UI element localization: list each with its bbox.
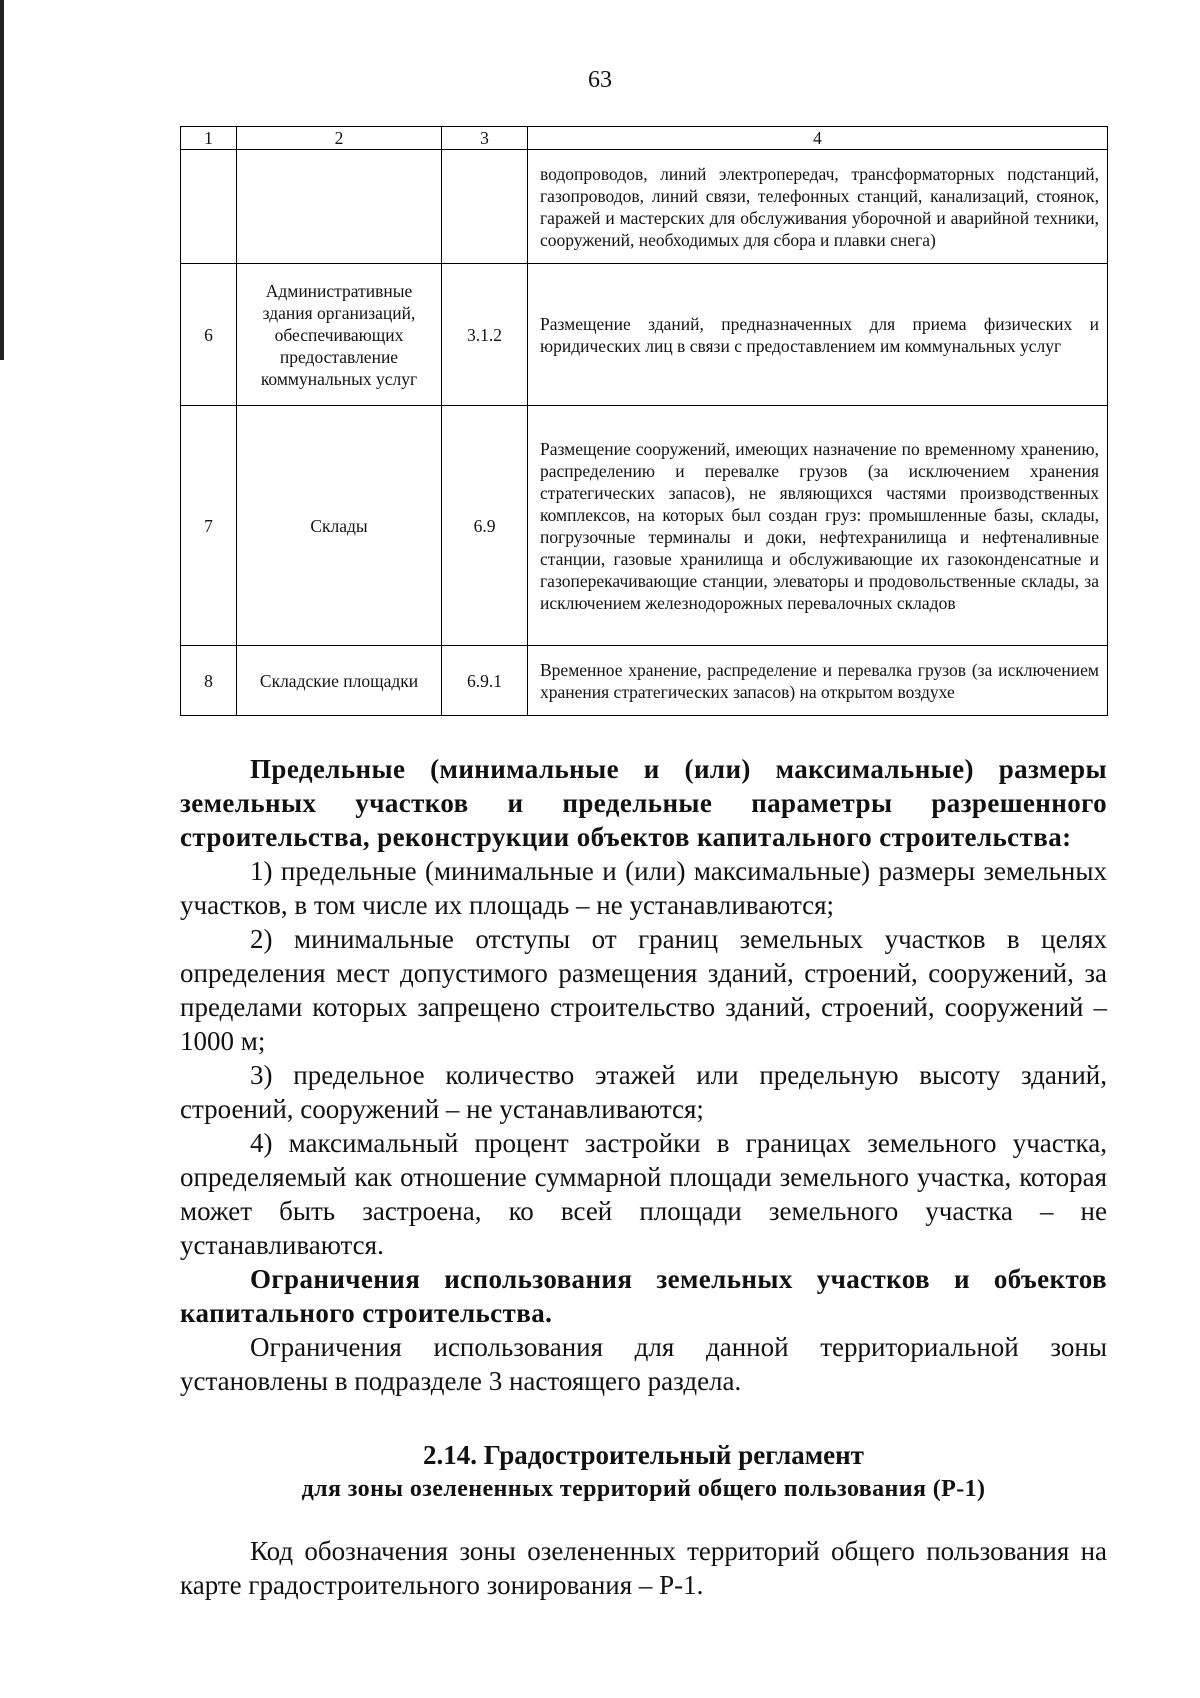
row-number: 8 <box>181 646 237 716</box>
use-code: 6.9.1 <box>442 646 528 716</box>
row-number: 7 <box>181 406 237 646</box>
use-code: 3.1.2 <box>442 264 528 406</box>
restrictions-heading: Ограничения использования земельных участков и объектов капитального строительства. <box>180 1264 1107 1328</box>
params-item: 1) предельные (минимальные и (или) максимальные) размеры земельных участков, в том числе их площадь – не устанавливаются; <box>180 856 1107 920</box>
params-item: 2) минимальные отступы от границ земельных участков в целях определения мест допустимого размещения зданий, строений, сооружений, за пределами которых запрещено строительство зданий, строений, сооружений – 1000 м; <box>180 924 1107 1056</box>
row-number: 6 <box>181 264 237 406</box>
use-description: водопроводов, линий электропередач, трансформаторных подстанций, газопроводов, линий связи, телефонных станций, канализаций, стоянок, гаражей и мастерских для обслуживания уборочной и аварийной техники, сооружений, необходимых для сбора и плавки снега) <box>528 150 1108 264</box>
body-text <box>180 752 1107 1602</box>
column-header-4: 4 <box>528 127 1108 150</box>
section-text: Код обозначения зоны озелененных территорий общего пользования на карте градостроительного зонирования – Р-1. <box>180 1536 1107 1600</box>
table-row <box>181 646 1108 716</box>
table-header-row <box>181 127 1108 150</box>
params-item: 4) максимальный процент застройки в границах земельного участка, определяемый как отношение суммарной площади земельного участка, которая может быть застроена, ко всей площади земельного участка – не устанавливаются. <box>180 1128 1107 1260</box>
row-number <box>181 150 237 264</box>
use-code: 6.9 <box>442 406 528 646</box>
table-row <box>181 406 1108 646</box>
column-header-1: 1 <box>181 127 237 150</box>
page-number: 63 <box>588 67 612 93</box>
params-item: 3) предельное количество этажей или предельную высоту зданий, строений, сооружений – не устанавливаются; <box>180 1060 1107 1124</box>
use-description: Размещение сооружений, имеющих назначение по временному хранению, распределению и перевалке грузов (за исключением хранения стратегических запасов), не являющихся частями производственных комплексов, на которых был создан груз: промышленные базы, склады, погрузочные терминалы и доки, нефтехранилища и нефтеналивные станции, газовые хранилища и обслуживающие их газоконденсатные и газоперекачивающие станции, элеваторы и продовольственные склады, за исключением железнодорожных перевалочных складов <box>528 406 1108 646</box>
use-name: Склады <box>237 406 442 646</box>
section-title: 2.14. Градостроительный регламент <box>423 1440 864 1470</box>
table-row <box>181 264 1108 406</box>
section-subtitle: для зоны озелененных территорий общего пользования (Р-1) <box>301 1476 986 1502</box>
table-row <box>181 150 1108 264</box>
use-name <box>237 150 442 264</box>
column-header-2: 2 <box>237 127 442 150</box>
use-name: Складские площадки <box>237 646 442 716</box>
use-name: Административные здания организаций, обеспечивающих предоставление коммунальных услуг <box>237 264 442 406</box>
column-header-3: 3 <box>442 127 528 150</box>
scan-edge <box>0 0 4 360</box>
spacer <box>180 1506 1107 1534</box>
use-code <box>442 150 528 264</box>
restrictions-text: Ограничения использования для данной территориальной зоны установлены в подразделе 3 настоящего раздела. <box>180 1332 1107 1396</box>
use-description: Временное хранение, распределение и перевалка грузов (за исключением хранения стратегических запасов) на открытом воздухе <box>528 646 1108 716</box>
land-use-table <box>180 126 1108 716</box>
use-description: Размещение зданий, предназначенных для приема физических и юридических лиц в связи с предоставлением им коммунальных услуг <box>528 264 1108 406</box>
params-heading: Предельные (минимальные и (или) максимальные) размеры земельных участков и предельные параметры разрешенного строительства, реконструкции объектов капитального строительства: <box>180 754 1107 852</box>
